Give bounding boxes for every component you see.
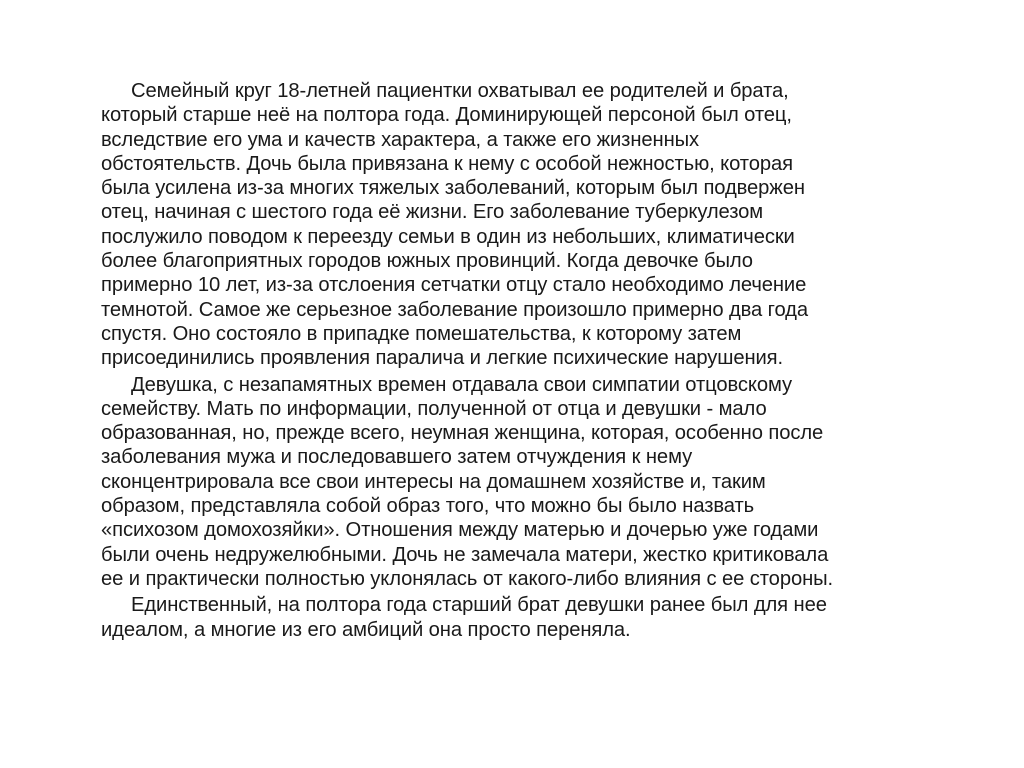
- text-line: сконцентрировала все свои интересы на домашнем хозяйстве и, таким: [101, 470, 766, 493]
- text-line: Девушка, с незапамятных времен отдавала свои симпатии отцовскому: [131, 373, 792, 396]
- text-line: обстоятельств. Дочь была привязана к нему с особой нежностью, которая: [101, 152, 793, 175]
- text-line: послужило поводом к переезду семьи в один из небольших, климатически: [101, 225, 795, 248]
- text-line: была усилена из-за многих тяжелых заболеваний, которым был подвержен: [101, 177, 805, 200]
- text-line: темнотой. Самое же серьезное заболевание произошло примерно два года: [101, 298, 808, 321]
- text-line: ее и практически полностью уклонялась от какого-либо влияния с ее стороны.: [101, 567, 834, 590]
- text-line: отец, начиная с шестого года её жизни. Его заболевание туберкулезом: [101, 201, 764, 224]
- text-line: заболевания мужа и последовавшего затем отчуждения к нему: [101, 446, 693, 469]
- text-line: образованная, но, прежде всего, неумная женщина, которая, особенно после: [101, 422, 824, 445]
- text-body: [101, 79, 962, 642]
- text-line: Единственный, на полтора года старший брат девушки ранее был для нее: [131, 594, 827, 617]
- text-line: который старше неё на полтора года. Доминирующей персоной был отец,: [101, 104, 792, 127]
- paragraph-brother: [101, 593, 962, 642]
- text-line: примерно 10 лет, из-за отслоения сетчатки отцу стало необходимо лечение: [101, 274, 807, 297]
- text-line: «психозом домохозяйки». Отношения между матерью и дочерью уже годами: [101, 519, 819, 542]
- paragraph-mother: [101, 373, 962, 592]
- text-line: присоединились проявления паралича и легкие психические нарушения.: [101, 347, 784, 370]
- text-line: вследствие его ума и качеств характера, а также его жизненных: [101, 128, 700, 151]
- text-line: были очень недружелюбными. Дочь не замечала матери, жестко критиковала: [101, 543, 829, 566]
- text-line: идеалом, а многие из его амбиций она просто переняла.: [101, 618, 631, 641]
- text-line: более благоприятных городов южных провинций. Когда девочке было: [101, 250, 753, 273]
- text-line: спустя. Оно состояло в припадке помешательства, к которому затем: [101, 322, 742, 345]
- paragraph-family-circle: [101, 79, 962, 371]
- text-line: Семейный круг 18-летней пациентки охватывал ее родителей и брата,: [131, 80, 789, 102]
- text-line: образом, представляла собой образ того, что можно бы было назвать: [101, 495, 755, 518]
- text-line: семейству. Мать по информации, полученной от отца и девушки - мало: [101, 397, 767, 420]
